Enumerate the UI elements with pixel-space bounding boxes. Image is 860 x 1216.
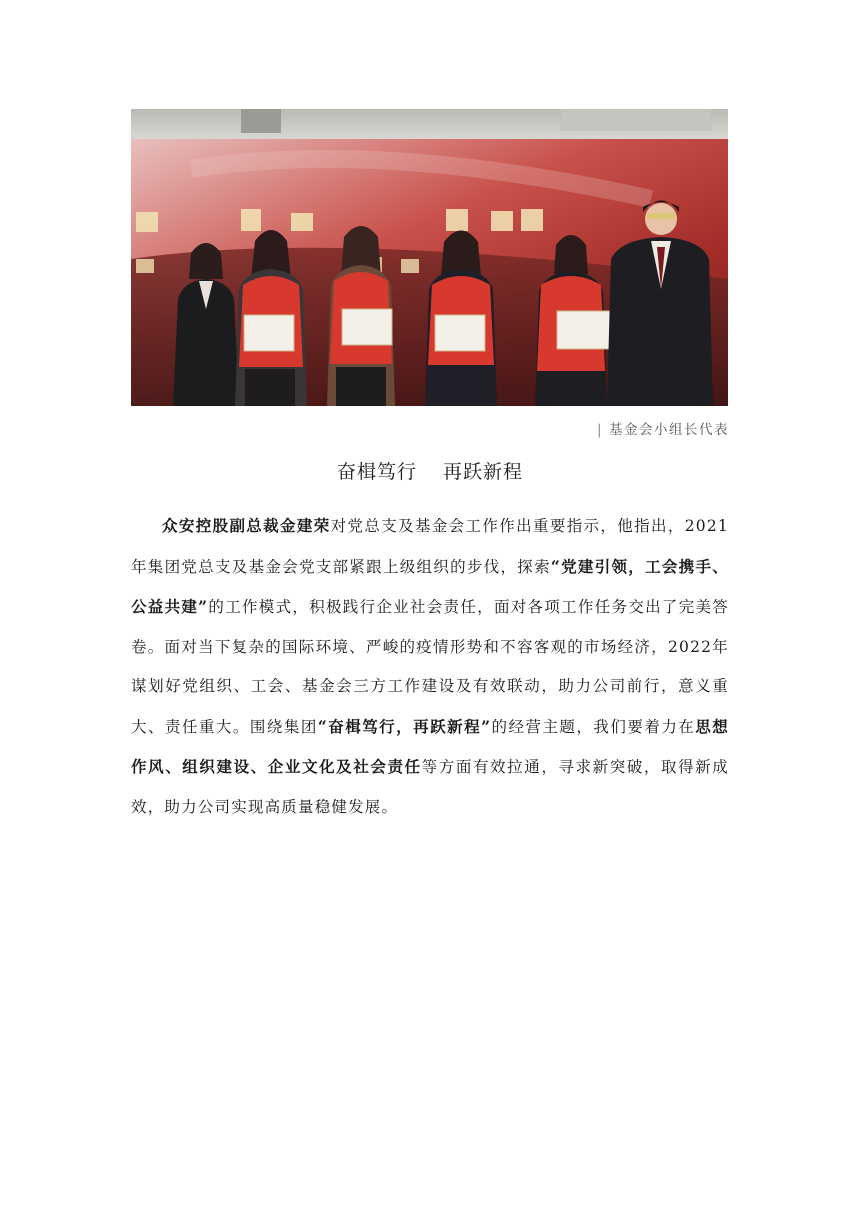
caption-text: 基金会小组长代表 (609, 422, 729, 438)
body-paragraph (131, 506, 729, 827)
paragraph-run: 的经营主题，我们要着力在 (491, 717, 696, 736)
paragraph-run: “党建引领，工会携手、公益共建” (131, 556, 729, 616)
paragraph-run: 众安控股副总裁金建荣 (162, 516, 331, 535)
paragraph-run: 的工作模式，积极践行企业社会责任，面对各项工作任务交出了完美答卷。面对当下复杂的国际环境、严峻的疫情形势和不容客观的市场经济，2022年谋划好党组织、工会、基金会三方工作建设及有效联动，助力公司前行，意义重大、责任重大。围绕集团 (131, 598, 730, 736)
photo-caption (597, 418, 729, 438)
section-title-part2: 再跃新程 (443, 461, 524, 483)
caption-divider: | (596, 422, 603, 438)
section-title-part1: 奋楫笃行 (336, 461, 417, 483)
paragraph-run: “奋楫笃行，再跃新程” (317, 716, 492, 736)
photo-illustration (131, 109, 728, 406)
section-title (0, 457, 860, 484)
paragraph-run: 等方面有效拉通，寻求新突破，取得新成效，助力公司实现高质量稳健发展。 (131, 758, 729, 816)
paragraph-run: 思想作风、组织建设、企业文化及社会责任 (131, 716, 729, 776)
award-ceremony-photo (131, 109, 728, 406)
paragraph-run: 对党总支及基金会工作作出重要指示，他指出，2021年集团党总支及基金会党支部紧跟上级组织的步伐，探索 (131, 517, 729, 576)
